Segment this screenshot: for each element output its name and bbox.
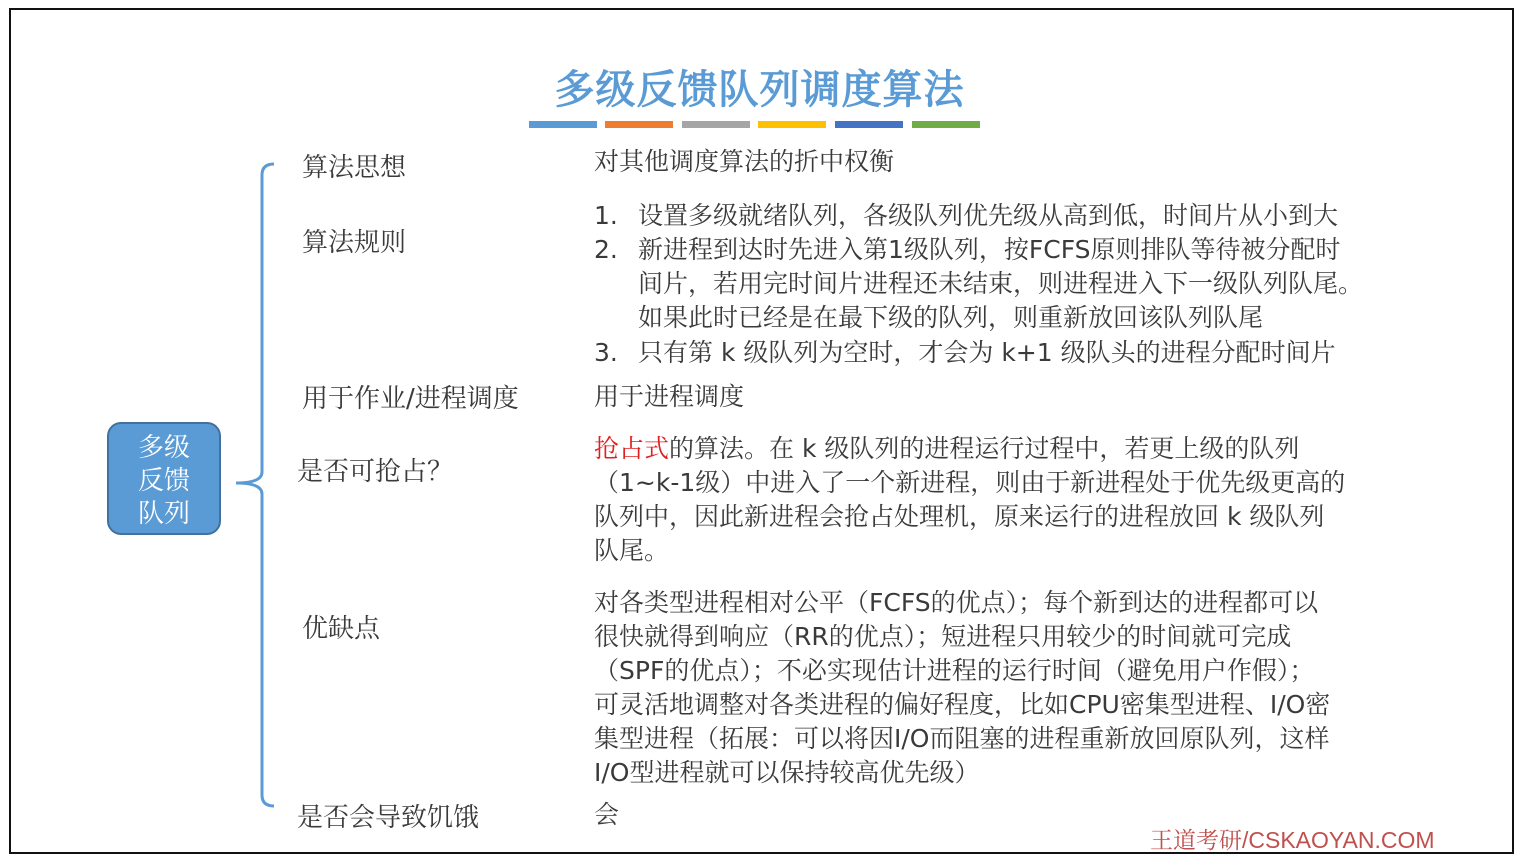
title-underline-segment <box>529 121 597 128</box>
label-usage: 用于作业/进程调度 <box>302 384 519 414</box>
root-line: 队列 <box>137 499 190 529</box>
root-line: 反馈 <box>137 466 190 496</box>
value-starvation: 会 <box>594 800 620 829</box>
rule-number: 2. <box>594 235 618 264</box>
pros-cons-line: 集型进程（拓展：可以将因I/O而阻塞的进程重新放回原队列，这样 <box>594 724 1330 753</box>
value-idea: 对其他调度算法的折中权衡 <box>594 147 895 176</box>
pros-cons-line: 可灵活地调整对各类进程的偏好程度，比如CPU密集型进程、I/O密 <box>594 690 1331 719</box>
rule-text: 只有第 k 级队列为空时，才会为 k+1 级队头的进程分配时间片 <box>638 338 1336 367</box>
preempt-line-rest: 的算法。在 k 级队列的进程运行过程中，若更上级的队列 <box>669 434 1300 463</box>
value-usage: 用于进程调度 <box>594 382 745 411</box>
title-underline-segment <box>835 121 903 128</box>
preempt-line: （1~k-1级）中进入了一个新进程，则由于新进程处于优先级更高的 <box>594 468 1346 497</box>
preempt-line: 队尾。 <box>594 536 670 565</box>
slide-title: 多级反馈队列调度算法 <box>554 67 965 113</box>
preempt-line: 队列中，因此新进程会抢占处理机，原来运行的进程放回 k 级队列 <box>594 502 1325 531</box>
value-preempt <box>594 432 1345 568</box>
title-underline-segment <box>682 121 750 128</box>
pros-cons-line: 对各类型进程相对公平（FCFS的优点）；每个新到达的进程都可以 <box>594 588 1319 617</box>
title-underline-segment <box>912 121 980 128</box>
label-preempt: 是否可抢占？ <box>297 457 454 487</box>
title-underline-segment <box>758 121 826 128</box>
pros-cons-line: 很快就得到响应（RR的优点）；短进程只用较少的时间就可完成 <box>594 622 1292 651</box>
root-line: 多级 <box>137 433 190 463</box>
label-starvation: 是否会导致饥饿 <box>297 803 480 833</box>
rule-number: 1. <box>594 201 618 230</box>
title-underline-segment <box>605 121 673 128</box>
rule-number: 3. <box>594 338 618 367</box>
root-node <box>107 422 221 535</box>
rule-text: 间片，若用完时间片进程还未结束，则进程进入下一级队列队尾。 <box>638 269 1364 298</box>
rule-text: 如果此时已经是在最下级的队列，则重新放回该队列队尾 <box>638 303 1264 332</box>
footer-watermark: 王道考研/CSKAOYAN.COM <box>1150 827 1435 853</box>
label-idea: 算法思想 <box>302 153 407 183</box>
preempt-highlight: 抢占式 <box>594 434 670 463</box>
pros-cons-line: （SPF的优点）；不必实现估计进程的运行时间（避免用户作假）； <box>594 656 1315 685</box>
label-rules: 算法规则 <box>302 228 407 258</box>
pros-cons-line: I/O型进程就可以保持较高优先级） <box>594 758 980 787</box>
rule-text: 新进程到达时先进入第1级队列，按FCFS原则排队等待被分配时 <box>638 235 1341 264</box>
rule-text: 设置多级就绪队列，各级队列优先级从高到低，时间片从小到大 <box>638 201 1339 230</box>
tree-bracket <box>236 161 286 811</box>
preempt-line <box>594 432 1345 466</box>
value-pros-cons <box>594 586 1330 790</box>
label-pros-cons: 优缺点 <box>302 614 381 644</box>
